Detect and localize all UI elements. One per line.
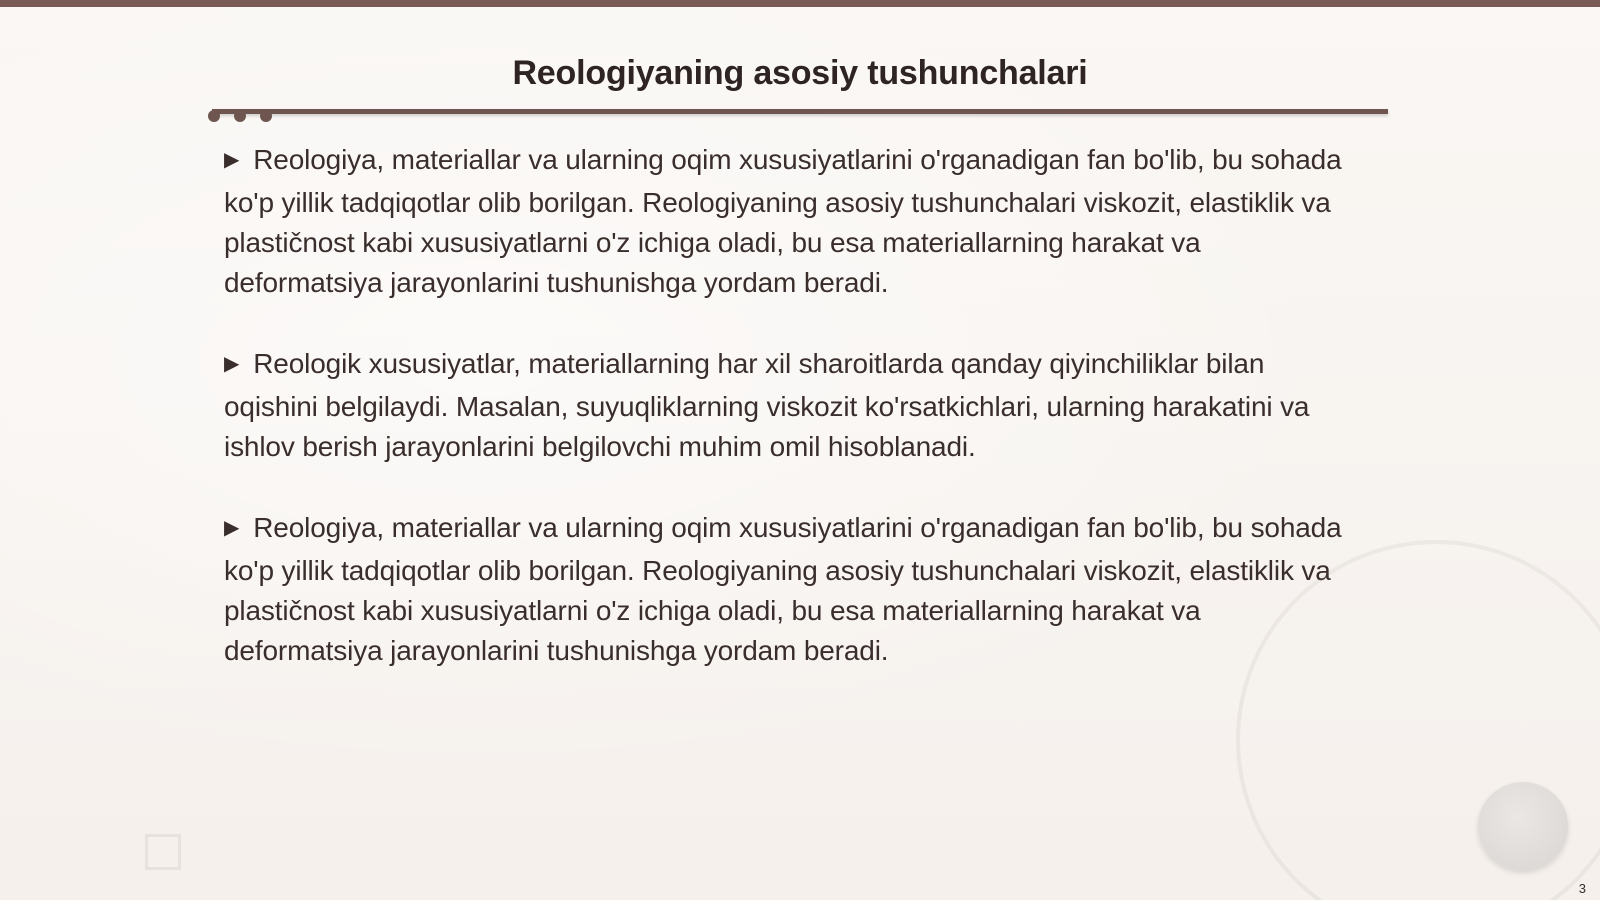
bullet-arrow-icon: ▶ (224, 353, 240, 375)
bullet-paragraph (224, 140, 1364, 303)
paragraph-text: Reologik xususiyatlar, materiallarning har xil sharoitlarda qanday qiyinchiliklar bilan oqishini belgilaydi. Masalan, suyuqliklarning viskozit ko'rsatkichlari, ularning harakatini va ishlov berish jarayonlarini belgilovchi muhim omil hisoblanadi. (224, 348, 1310, 462)
decorative-dot (260, 110, 272, 122)
bullet-paragraph (224, 508, 1364, 671)
paragraph-text: Reologiya, materiallar va ularning oqim xususiyatlarini o'rganadigan fan bo'lib, bu sohada ko'p yillik tadqiqotlar olib borilgan. Reologiyaning asosiy tushunchalari viskozit, elastiklik va plastičnost kabi xususiyatlarni o'z ichiga oladi, bu esa materiallarning harakat va deformatsiya jarayonlarini tushunishga yordam beradi. (224, 144, 1342, 298)
paragraph-text: Reologiya, materiallar va ularning oqim xususiyatlarini o'rganadigan fan bo'lib, bu sohada ko'p yillik tadqiqotlar olib borilgan. Reologiyaning asosiy tushunchalari viskozit, elastiklik va plastičnost kabi xususiyatlarni o'z ichiga oladi, bu esa materiallarning harakat va deformatsiya jarayonlarini tushunishga yordam beradi. (224, 512, 1342, 666)
decorative-square (145, 834, 181, 870)
title-underline (212, 109, 1388, 114)
page-number: 3 (1578, 881, 1586, 896)
bullet-paragraph (224, 344, 1364, 467)
slide-body (224, 140, 1364, 712)
bullet-arrow-icon: ▶ (224, 517, 240, 539)
decorative-dot (234, 110, 246, 122)
decorative-dot (208, 110, 220, 122)
bullet-arrow-icon: ▶ (224, 149, 240, 171)
slide-title: Reologiyaning asosiy tushunchalari (512, 54, 1088, 92)
decorative-sphere (1478, 782, 1568, 870)
top-accent-bar (0, 0, 1600, 7)
